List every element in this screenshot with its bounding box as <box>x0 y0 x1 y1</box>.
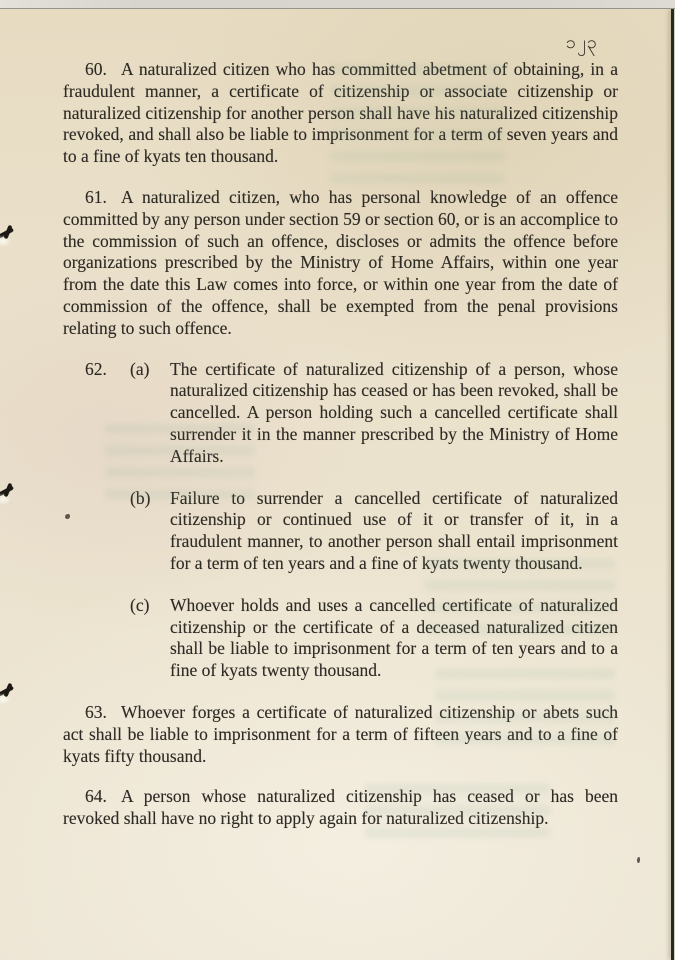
document-page <box>0 9 675 960</box>
section-number: 64. <box>85 786 107 807</box>
scan-edge-strip <box>0 0 675 9</box>
subsection-label: (b) <box>130 487 151 508</box>
subsection-row-a <box>85 359 618 468</box>
section-text: A naturalized citizen who has committed abetment of obtaining, in a fraudulent manner, a certificate of citizenship or associate citizenship or naturalized citizenship for another person shall have his naturalized citizenship revoked, and shall also be liable to imprisonment for a term of seven years and to a fine of kyats ten thousand. <box>63 59 618 167</box>
section-number: 63. <box>85 701 107 722</box>
section-number <box>85 595 130 682</box>
binding-mark-halo <box>0 691 14 707</box>
subsection-label: (a) <box>130 358 150 379</box>
document-text-column <box>63 59 618 849</box>
ink-speck <box>637 857 640 863</box>
subsection-row-b <box>85 488 618 575</box>
binding-mark-icon <box>0 477 24 507</box>
section-paragraph-63 <box>63 702 618 767</box>
section-text: Whoever forges a certificate of naturalized citizenship or abets such act shall be liable to imprisonment for a term of fifteen years and to a fine of kyats fifty thousand. <box>63 701 618 766</box>
section-number: 62. <box>85 358 107 379</box>
section-text: A person whose naturalized citizenship has ceased or has been revoked shall have no right to apply again for naturalized citizenship. <box>63 786 618 829</box>
page-edge-shadow <box>671 9 674 960</box>
subsection-row-c <box>85 595 618 682</box>
section-number <box>85 488 130 575</box>
section-paragraph-62 <box>63 359 618 682</box>
section-paragraph-60 <box>63 59 618 168</box>
section-number: 60. <box>85 59 107 79</box>
binding-mark-icon <box>0 677 24 707</box>
section-paragraph-64 <box>63 786 618 830</box>
section-paragraph-61 <box>63 187 618 340</box>
page-number: ၁၂၃ <box>565 32 598 52</box>
section-text: A naturalized citizen, who has personal knowledge of an offence committed by any person under section 59 or section 60, or is an accomplice to the commission of such an offence, discloses or admits the offence before organizations prescribed by the Ministry of Home Affairs, within one year from the date this Law comes into force, or within one year from the date of commission of the offence, shall be exempted from the penal provisions relating to such offence. <box>63 186 618 338</box>
binding-mark-halo <box>0 491 14 507</box>
subsection-text: Failure to surrender a cancelled certificate of naturalized citizenship or continued use of it or transfer of it, in a fraudulent manner, to another person shall entail imprisonment for a term of ten years and a fine of kyats twenty thousand. <box>170 487 618 573</box>
binding-mark-icon <box>0 219 24 249</box>
subsection-label: (c) <box>130 594 150 615</box>
section-number: 61. <box>85 186 107 207</box>
subsection-text: Whoever holds and uses a cancelled certificate of naturalized citizenship or the certificate of a deceased naturalized citizen shall be liable to imprisonment for a term of ten years and to a fine of kyats twenty thousand. <box>170 594 618 681</box>
binding-mark-halo <box>0 233 14 249</box>
subsection-text: The certificate of naturalized citizenship of a person, whose naturalized citizenship has ceased or has been revoked, shall be cancelled. A person holding such a cancelled certificate shall surrender it in the manner prescribed by the Ministry of Home Affairs. <box>170 358 618 466</box>
